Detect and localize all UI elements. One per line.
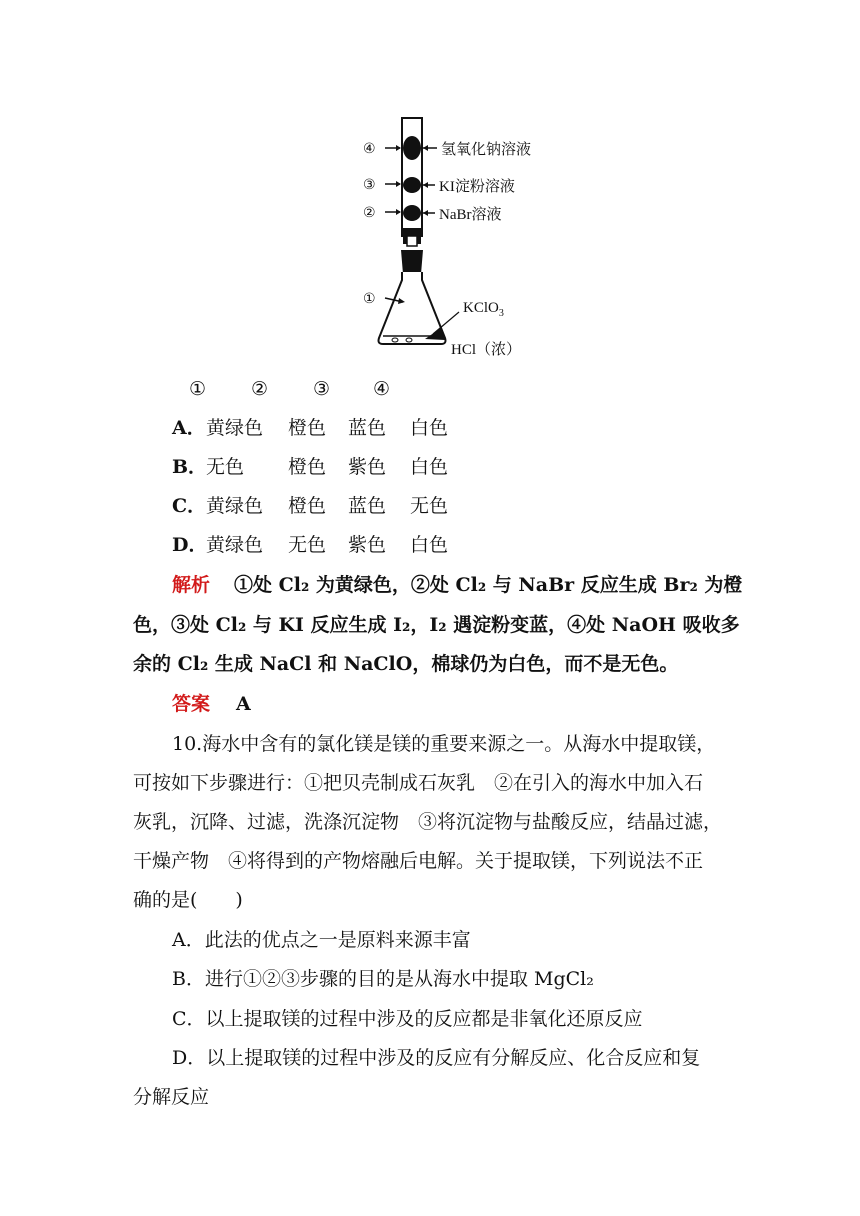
answer-line [172, 692, 251, 716]
cotton-ball-3 [403, 177, 421, 193]
label-kclo3: KClO$_3$ [463, 300, 504, 319]
q10-line-2: 可按如下步骤进行：①把贝壳制成石灰乳 ②在引入的海水中加入石 [133, 772, 704, 794]
option-b-cell-4: 白色 [410, 456, 449, 478]
option-d-cell-2: 无色 [288, 534, 327, 556]
label-hcl: HCl（浓） [451, 342, 522, 358]
q10-option-d: D．以上提取镁的过程中涉及的反应有分解反应、化合反应和复 [172, 1047, 701, 1069]
q10-option-c: C．以上提取镁的过程中涉及的反应都是非氧化还原反应 [172, 1008, 643, 1030]
analysis-text-1: ①处 Cl₂ 为黄绿色，②处 Cl₂ 与 NaBr 反应生成 Br₂ 为橙 [234, 574, 743, 596]
apparatus-diagram [355, 112, 555, 364]
option-d-cell-4: 白色 [410, 534, 449, 556]
answer-value: A [236, 693, 251, 715]
option-b-cell-2: 橙色 [288, 456, 327, 478]
cotton-ball-4 [403, 136, 421, 160]
q10-option-b: B．进行①②③步骤的目的是从海水中提取 MgCl₂ [172, 968, 594, 990]
option-c-cell-4: 无色 [410, 495, 449, 517]
answer-label: 答案 [172, 693, 211, 715]
label-4: ④ [363, 141, 376, 157]
label-2: ② [363, 205, 376, 221]
col-header-4: ④ [373, 378, 391, 400]
col-header-3: ③ [313, 378, 331, 400]
option-b-cell-3: 紫色 [348, 456, 387, 478]
option-a-label: A． [172, 417, 206, 439]
option-d-cell-1: 黄绿色 [206, 534, 264, 556]
rubber-stopper [401, 250, 423, 274]
option-d-cell-3: 紫色 [348, 534, 387, 556]
analysis-label: 解析 [172, 574, 211, 596]
analysis-line-2: 色，③处 Cl₂ 与 KI 反应生成 I₂，I₂ 遇淀粉变蓝，④处 NaOH 吸收多 [133, 614, 740, 636]
q10-line-4: 干燥产物 ④将得到的产物熔融后电解。关于提取镁，下列说法不正 [133, 850, 704, 872]
option-c-cell-1: 黄绿色 [206, 495, 264, 517]
option-c-cell-2: 橙色 [288, 495, 327, 517]
q10-line-3: 灰乳，沉降、过滤，洗涤沉淀物 ③将沉淀物与盐酸反应，结晶过滤， [133, 811, 723, 833]
label-3: ③ [363, 177, 376, 193]
label-nabr: NaBr溶液 [439, 207, 502, 223]
col-header-1: ① [189, 378, 207, 400]
label-naoh: 氢氧化钠溶液 [441, 142, 532, 158]
label-ki: KI淀粉溶液 [439, 179, 515, 195]
option-d-label: D． [172, 534, 208, 556]
option-a-cell-1: 黄绿色 [206, 417, 264, 439]
q10-line-1: 10.海水中含有的氯化镁是镁的重要来源之一。从海水中提取镁， [172, 733, 716, 755]
option-a-cell-2: 橙色 [288, 417, 327, 439]
option-b-label: B． [172, 456, 208, 478]
q10-option-a: A．此法的优点之一是原料来源丰富 [172, 929, 471, 951]
analysis-line-3: 余的 Cl₂ 生成 NaCl 和 NaClO，棉球仍为白色，而不是无色。 [133, 653, 679, 675]
q10-option-d-cont: 分解反应 [133, 1086, 210, 1108]
option-a-cell-4: 白色 [410, 417, 449, 439]
col-header-2: ② [251, 378, 269, 400]
option-b-cell-1: 无色 [206, 456, 245, 478]
option-a-cell-3: 蓝色 [348, 417, 387, 439]
q10-line-5: 确的是( ) [133, 889, 243, 911]
cotton-ball-2 [403, 205, 421, 221]
option-c-label: C． [172, 495, 207, 517]
label-1: ① [363, 291, 376, 307]
option-c-cell-3: 蓝色 [348, 495, 387, 517]
analysis-line-1 [172, 573, 742, 597]
apparatus-figure [355, 112, 555, 364]
